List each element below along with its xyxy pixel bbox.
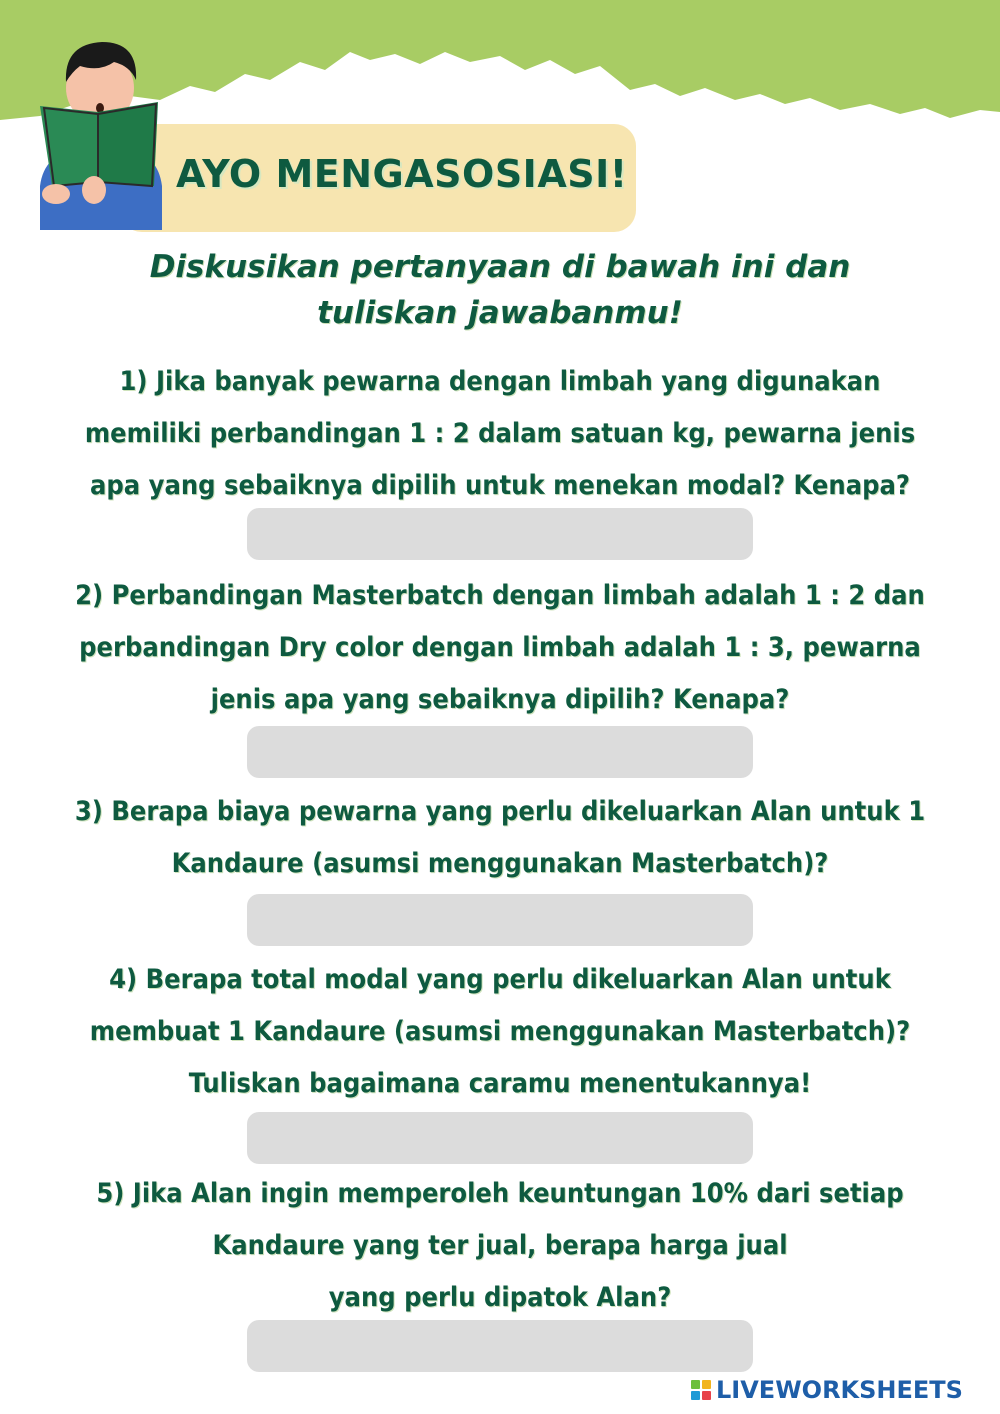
question-line: apa yang sebaiknya dipilih untuk menekan modal? Kenapa? <box>90 470 910 501</box>
question-line: yang perlu dipatok Alan? <box>328 1282 672 1313</box>
question-4 <box>70 954 930 1110</box>
answer-input-4[interactable] <box>247 1112 753 1164</box>
question-line: jenis apa yang sebaiknya dipilih? Kenapa? <box>210 684 790 715</box>
question-line: memiliki perbandingan 1 : 2 dalam satuan kg, pewarna jenis <box>84 418 916 449</box>
instruction-heading <box>60 244 940 336</box>
reading-child-illustration <box>30 36 170 230</box>
question-2 <box>70 570 930 726</box>
liveworksheets-icon <box>690 1379 712 1401</box>
answer-input-2[interactable] <box>247 726 753 778</box>
question-line: 3) Berapa biaya pewarna yang perlu dikeluarkan Alan untuk 1 <box>74 796 926 827</box>
question-line: Tuliskan bagaimana caramu menentukannya! <box>188 1068 812 1099</box>
question-line: perbandingan Dry color dengan limbah adalah 1 : 3, pewarna <box>79 632 921 663</box>
page-title: AYO MENGASOSIASI! <box>176 152 628 196</box>
instruction-line: Diskusikan pertanyaan di bawah ini dan <box>149 249 851 285</box>
liveworksheets-logo <box>690 1374 990 1406</box>
answer-input-1[interactable] <box>247 508 753 560</box>
liveworksheets-wordmark: LIVEWORKSHEETS <box>716 1376 963 1404</box>
question-line: 1) Jika banyak pewarna dengan limbah yang digunakan <box>119 366 881 397</box>
question-1 <box>70 356 930 512</box>
question-3 <box>70 786 930 890</box>
answer-input-3[interactable] <box>247 894 753 946</box>
question-line: Kandaure yang ter jual, berapa harga jual <box>212 1230 788 1261</box>
answer-input-5[interactable] <box>247 1320 753 1372</box>
question-line: 5) Jika Alan ingin memperoleh keuntungan 10% dari setiap <box>96 1178 904 1209</box>
question-line: 2) Perbandingan Masterbatch dengan limbah adalah 1 : 2 dan <box>75 580 925 611</box>
question-line: 4) Berapa total modal yang perlu dikeluarkan Alan untuk <box>109 964 891 995</box>
instruction-line: tuliskan jawabanmu! <box>317 295 683 331</box>
question-line: membuat 1 Kandaure (asumsi menggunakan Masterbatch)? <box>89 1016 911 1047</box>
question-5 <box>70 1168 930 1324</box>
question-line: Kandaure (asumsi menggunakan Masterbatch)? <box>171 848 829 879</box>
